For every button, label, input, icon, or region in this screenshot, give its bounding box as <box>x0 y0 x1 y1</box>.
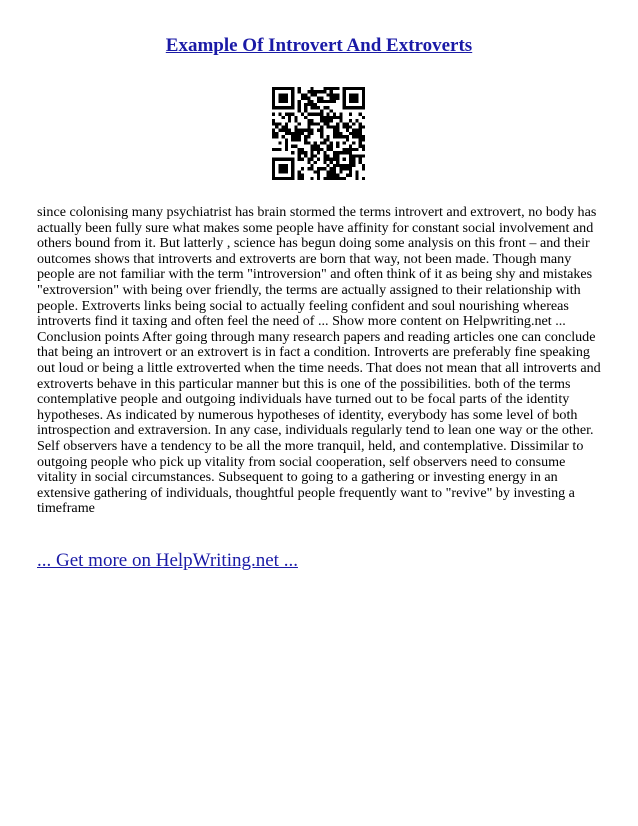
page-title[interactable]: Example Of Introvert And Extroverts <box>165 35 473 56</box>
qr-code-icon <box>272 87 365 180</box>
get-more-link[interactable]: ... Get more on HelpWriting.net ... <box>37 550 298 571</box>
article-body: since colonising many psychiatrist has brain stormed the terms introvert and extrovert, no body has actually been fully sure what makes some people have affinity for constant social involvement and others bound from it. But latterly , science has begun doing some analysis on this front – and their outcomes shows that introverts and extroverts are born that way, not been made. Though many people are not familiar with the term "introversion" and often think of it as being shy and mistakes "extroversion" with being over friendly, the terms are actually assigned to their relationship with people. Extroverts links being social to actually feeling confident and soul nourishing whereas introverts find it taxing and often feel the need of ... Show more content on Helpwriting.net ... Conclusion points After going through many research papers and reading articles one can conclude that being an introvert or an extrovert is in fact a condition. Introverts are preferably fine speaking out loud or being a little extroverted when the time needs. That does not mean that all introverts and extroverts behave in this particular manner but this is one of the possibilities. both of the terms contemplative people and outgoing individuals have turned out to be focal parts of the identity hypotheses. As indicated by numerous hypotheses of identity, everybody has some level of both introspection and extraversion. In any case, individuals regularly tend to lean one way or the other. Self observers have a tendency to be all the more tranquil, held, and contemplative. Dissimilar to outgoing people who pick up vitality from social cooperation, self observers need to consume vitality in social circumstances. Subsequent to going to a gathering or investing energy in an extensive gathering of individuals, thoughtful people frequently want to "revive" by investing a timeframe <box>37 204 601 517</box>
